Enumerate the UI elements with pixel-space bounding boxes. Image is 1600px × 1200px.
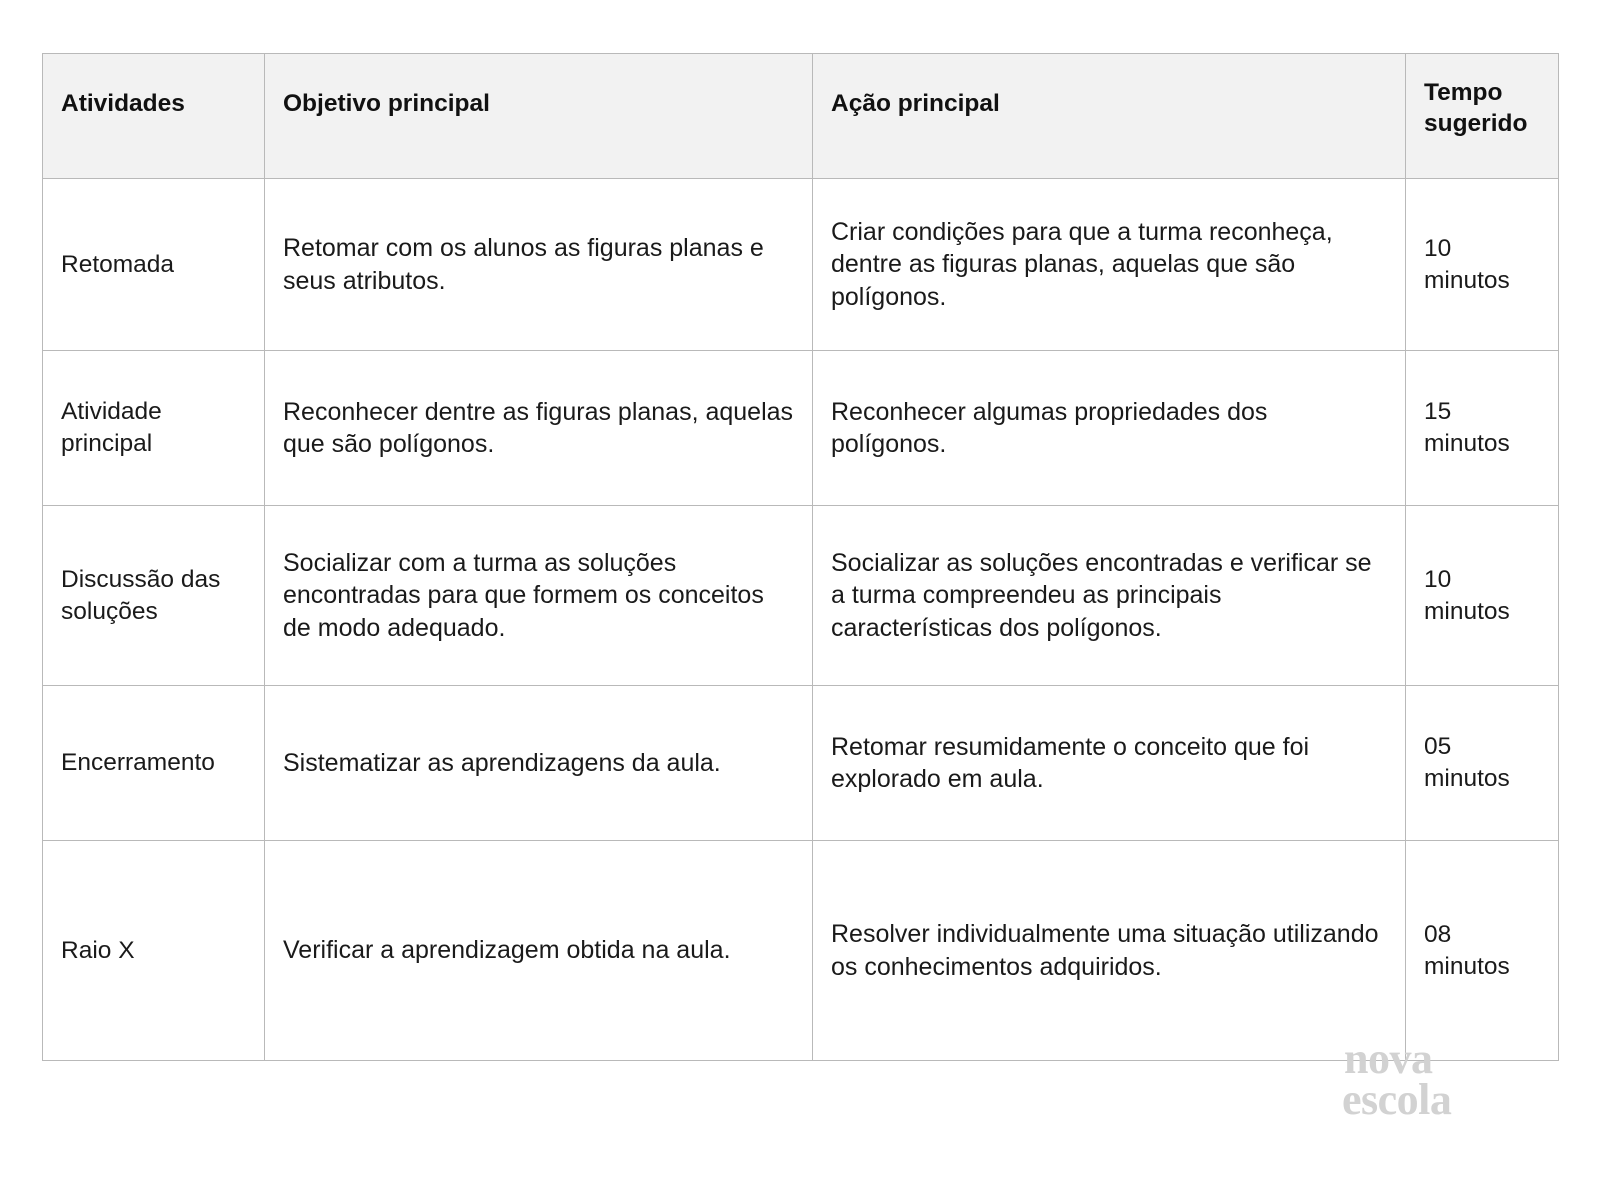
column-header-acao-principal-label: Ação principal	[831, 90, 1000, 118]
cell-time: 15 minutos	[1406, 351, 1559, 506]
cell-action: Socializar as soluções encontradas e verificar se a turma compreendeu as principais características dos polígonos.	[813, 506, 1406, 686]
logo-line-escola: escola	[1342, 1075, 1452, 1125]
cell-objective: Sistematizar as aprendizagens da aula.	[265, 686, 813, 841]
table-header	[43, 54, 1559, 179]
nova-escola-logo	[1342, 1034, 1544, 1125]
table-header-row	[43, 54, 1559, 179]
table-row	[43, 351, 1559, 506]
cell-objective: Reconhecer dentre as figuras planas, aquelas que são polígonos.	[265, 351, 813, 506]
cell-time: 05 minutos	[1406, 686, 1559, 841]
column-header-tempo-sugerido-label	[1424, 77, 1542, 140]
lesson-plan-table-container	[42, 53, 1558, 1061]
cell-objective: Socializar com a turma as soluções encontradas para que formem os conceitos de modo adequado.	[265, 506, 813, 686]
column-header-objetivo-principal-label: Objetivo principal	[283, 90, 490, 118]
table-body	[43, 179, 1559, 1061]
cell-activity: Retomada	[43, 179, 265, 351]
column-header-objetivo-principal	[265, 54, 813, 179]
column-header-atividades	[43, 54, 265, 179]
column-header-tempo-sugerido	[1406, 54, 1559, 179]
logo-line-nova: nova	[1344, 1034, 1433, 1083]
cell-activity: Discussão das soluções	[43, 506, 265, 686]
cell-activity: Encerramento	[43, 686, 265, 841]
cell-action: Resolver individualmente uma situação utilizando os conhecimentos adquiridos.	[813, 841, 1406, 1061]
table-row	[43, 506, 1559, 686]
column-header-tempo-line2: sugerido	[1424, 110, 1528, 137]
table-row	[43, 686, 1559, 841]
column-header-atividades-label: Atividades	[61, 90, 185, 118]
column-header-tempo-line1: Tempo	[1424, 78, 1503, 106]
table-row	[43, 841, 1559, 1061]
cell-action: Criar condições para que a turma reconheça, dentre as figuras planas, aquelas que são polígonos.	[813, 179, 1406, 351]
cell-time: 08 minutos	[1406, 841, 1559, 1061]
lesson-plan-table	[42, 53, 1559, 1061]
cell-objective: Retomar com os alunos as figuras planas e seus atributos.	[265, 179, 813, 351]
cell-activity: Atividade principal	[43, 351, 265, 506]
cell-activity: Raio X	[43, 841, 265, 1061]
cell-action: Reconhecer algumas propriedades dos polígonos.	[813, 351, 1406, 506]
cell-objective: Verificar a aprendizagem obtida na aula.	[265, 841, 813, 1061]
cell-time: 10 minutos	[1406, 506, 1559, 686]
column-header-acao-principal	[813, 54, 1406, 179]
table-row	[43, 179, 1559, 351]
cell-time: 10 minutos	[1406, 179, 1559, 351]
cell-action: Retomar resumidamente o conceito que foi explorado em aula.	[813, 686, 1406, 841]
